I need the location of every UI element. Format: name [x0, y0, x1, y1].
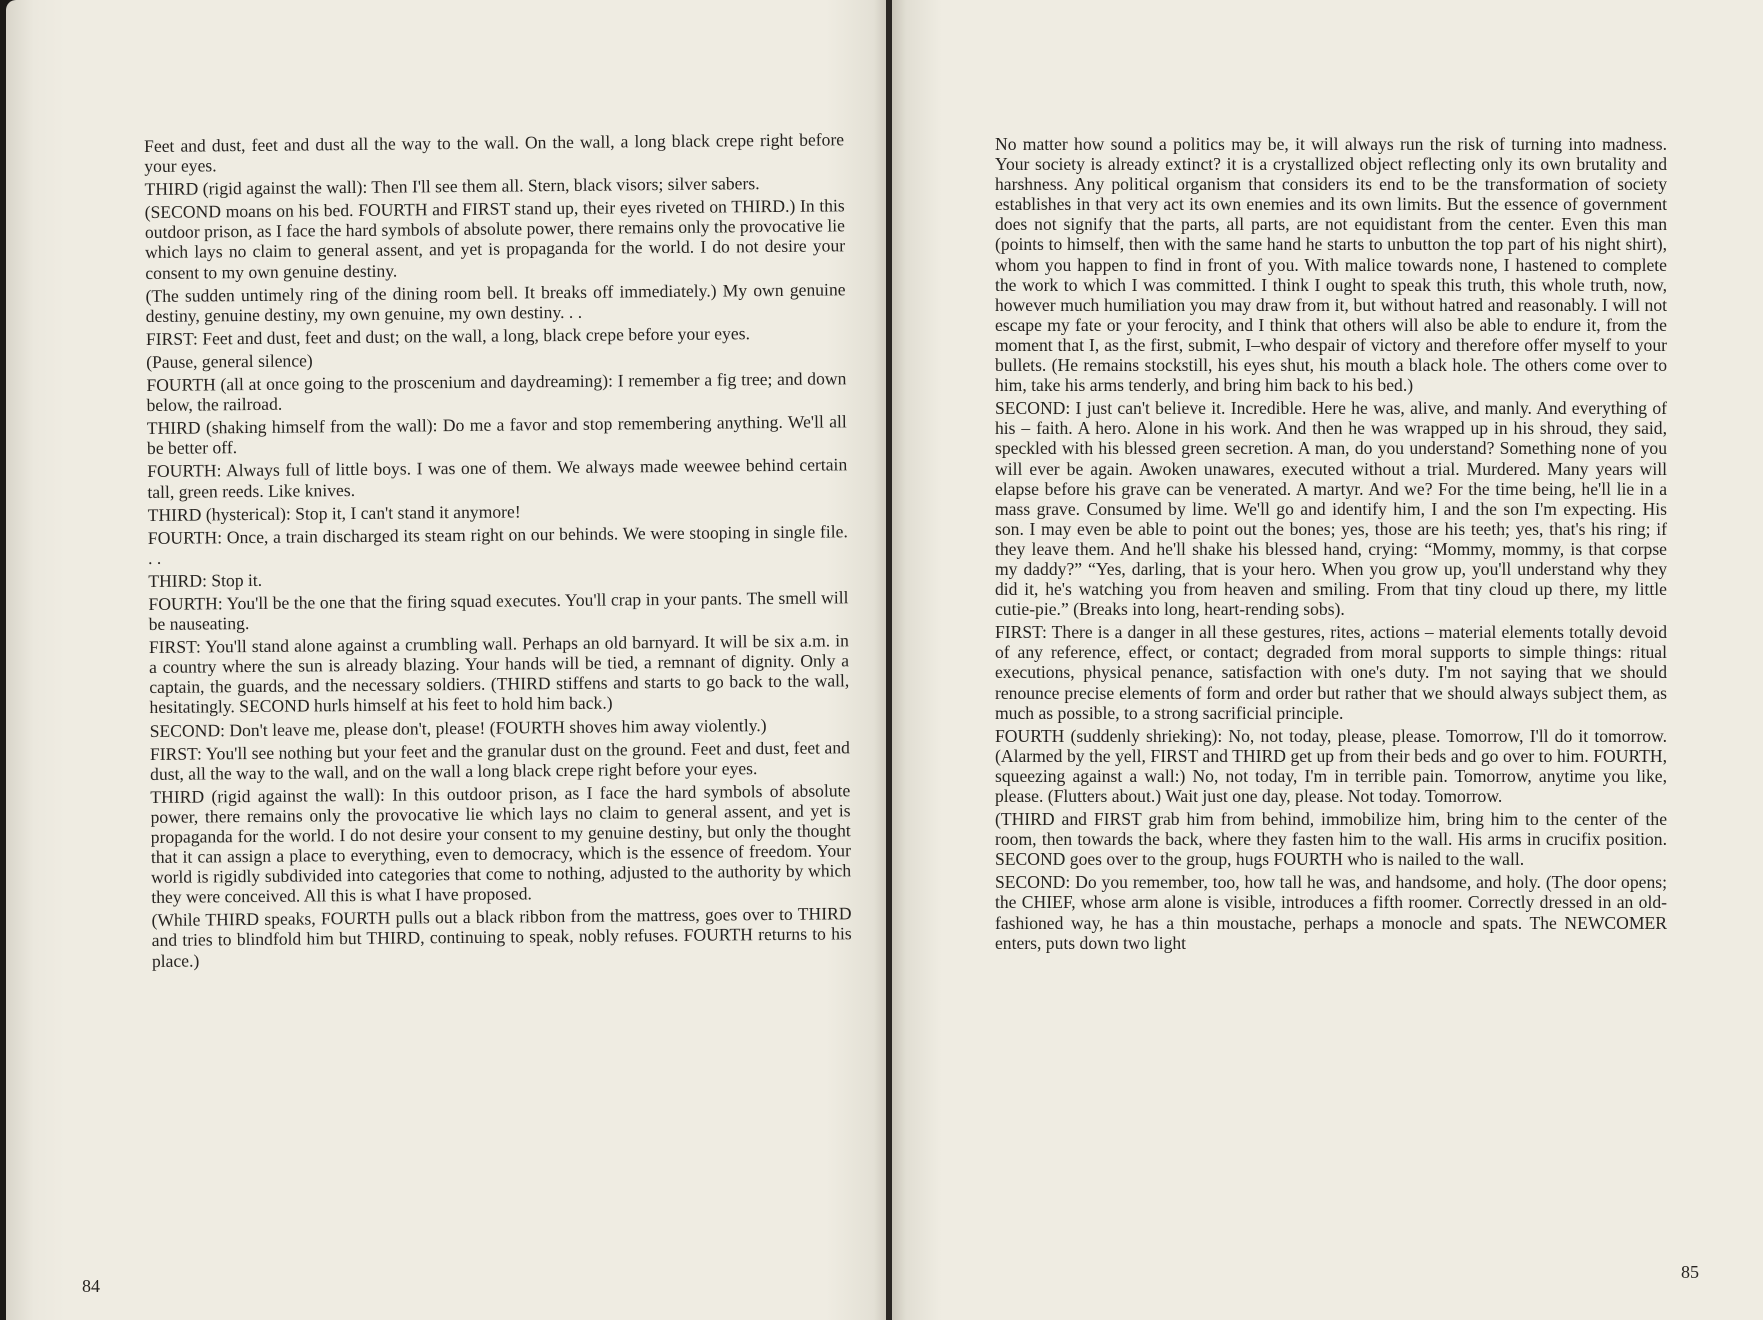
paragraph: THIRD (rigid against the wall): Then I'll see them all. Stern, black visors; silver sabers.	[144, 173, 760, 200]
paragraph: THIRD (rigid against the wall): In this outdoor prison, as I face the hard symbols of absolute power, there remains only the provocative lie which lays no claim to general assent, and yet is propaganda for the world. I do not desire your consent to my genuine destiny, but only the thought that it can assign a place to everything, even to democracy, which is the essence of freedom. Your world is rigidly subdivided into categories that come to nothing, adjusted to the authority by which they were conceived. All this is what I have proposed.	[150, 780, 852, 908]
paragraph: FOURTH (all at once going to the proscenium and daydreaming): I remember a fig tree; and down below, the railroad.	[146, 368, 847, 416]
paragraph: SECOND: Don't leave me, please don't, please! (FOURTH shoves him away violently.)	[149, 714, 767, 741]
paragraph: No matter how sound a politics may be, it will always run the risk of turning into madness. Your society is already extinct? it is a crystallized object reflecting only its own brutality and harshness. Any political organism that considers its end to be the transformation of society establishes in that very act its own enemies and its own limits. But the essence of government does not signify that the parts, all parts, are not equidistant from the center. Even this man (points to himself, then with the same hand he starts to unbutton the top part of his night shirt), whom you happen to find in front of you. With malice towards none, I hastened to complete the work to which I was committed. I think I ought to speak this truth, this whole truth, now, however much humiliation you may draw from it, but without hatred and reasonably. I will not escape my fate or your ferocity, and I think that others will also be able to endure it, from the moment that I, as the first, submit, I–who despair of victory and therefore offer myself to your bullets. (He remains stockstill, his eyes shut, his mouth a black hole. The others come over to him, take his arms tenderly, and bring him back to his bed.)	[995, 134, 1667, 396]
page-number: 85	[1681, 1262, 1699, 1282]
right-page-text	[995, 134, 1667, 956]
left-page-text	[144, 129, 852, 973]
paragraph: FIRST: You'll see nothing but your feet and the granular dust on the ground. Feet and dust, feet and dust, all the way to the wall, and on the wall a long black crepe right before your eyes.	[149, 736, 850, 784]
paragraph: FOURTH (suddenly shrieking): No, not today, please, please. Tomorrow, I'll do it tomorrow. (Alarmed by the yell, FIRST and THIRD get up from their beds and go over to him. FOURTH, squeezing against a wall:) No, not today, I'm in terrible pain. Tomorrow, anytime you like, please. (Flutters about.) Wait just one day, please. Not today. Tomorrow.	[995, 725, 1667, 806]
paragraph: SECOND: I just can't believe it. Incredible. Here he was, alive, and manly. And everything of his – faith. A hero. Alone in his work. And then he was wrapped up in his shroud, they said, speckled with his blessed green secretion. A man, do you understand? Something none of you will ever be again. Awoken unawares, executed without a trial. Murdered. Many years will elapse before his grave can be venerated. A martyr. And we? For the time being, he'll lie in a mass grave. Consumed by lime. We'll go and identify him, I and the son I'm expecting. His son. I may even be able to point out the bones; yes, those are his teeth; yes, that's his ring; if they leave them. And he'll shake his blessed hand, crying: “Mommy, mommy, is that corpse my daddy?” “Yes, darling, that is your hero. When you grow up, you'll understand why they did it, he's watching you from heaven and smiling. From that tiny cloud up there, my little cutie-pie.” (Breaks into long, heart-rending sobs).	[995, 398, 1667, 620]
paragraph: FOURTH: Always full of little boys. I was one of them. We always made weewee behind certain tall, green reeds. Like knives.	[147, 454, 848, 502]
paragraph: THIRD (hysterical): Stop it, I can't stand it anymore!	[147, 500, 521, 525]
paragraph: FOURTH: Once, a train discharged its steam right on our behinds. We were stooping in single file. . .	[147, 520, 848, 568]
paragraph: FIRST: Feet and dust, feet and dust; on the wall, a long, black crepe before your eyes.	[145, 323, 751, 349]
paragraph: THIRD (shaking himself from the wall): Do me a favor and stop remembering anything. We'll all be better off.	[146, 411, 847, 459]
paragraph: (Pause, general silence)	[146, 350, 313, 372]
paragraph: (SECOND moans on his bed. FOURTH and FIRST stand up, their eyes riveted on THIRD.) In this outdoor prison, as I face the hard symbols of absolute power, there remains only the provocative lie which lays no claim to general assent, and yet is propaganda for the world. I do not desire your consent to my own genuine destiny.	[144, 195, 846, 283]
page-number: 84	[82, 1276, 100, 1296]
paragraph: FOURTH: You'll be the one that the firing squad executes. You'll crap in your pants. The smell will be nauseating.	[148, 587, 849, 635]
paragraph: SECOND: Do you remember, too, how tall he was, and handsome, and holy. (The door opens; the CHIEF, whose arm alone is visible, introduces a fifth roomer. Correctly dressed in an old-fashioned way, he has a thin moustache, perhaps a monocle and spats. The NEWCOMER enters, puts down two light	[995, 872, 1667, 953]
right-page	[892, 0, 1763, 1320]
paragraph: Feet and dust, feet and dust all the way to the wall. On the wall, a long black crepe right before your eyes.	[144, 129, 845, 177]
paragraph: (While THIRD speaks, FOURTH pulls out a black ribbon from the mattress, goes over to THIRD and tries to blindfold him but THIRD, continuing to speak, nobly refuses. FOURTH returns to his place.)	[151, 903, 852, 971]
paragraph: FIRST: There is a danger in all these gestures, rites, actions – material elements totally devoid of any reference, effect, or contact; degraded from moral supports to simple things: ritual executions, physical penance, satisfaction with one's duty. I'm not saying that we should renounce precise elements of form and order but rather that we should always subject them, as much as possible, to a strong sacrificial principle.	[995, 622, 1667, 723]
paragraph: FIRST: You'll stand alone against a crumbling wall. Perhaps an old barnyard. It will be six a.m. in a country where the sun is already blazing. Your hands will be tied, a remnant of dignity. Only a captain, the guards, and the necessary soldiers. (THIRD stiffens and starts to go back to the wall, hesitatingly. SECOND hurls himself at his feet to hold him back.)	[148, 630, 850, 718]
left-page	[6, 0, 886, 1320]
paragraph: (THIRD and FIRST grab him from behind, immobilize him, bring him to the center of the room, then towards the back, where they fasten him to the wall. His arms in crucifix position. SECOND goes over to the group, hugs FOURTH who is nailed to the wall.	[995, 809, 1667, 870]
paragraph: THIRD: Stop it.	[148, 569, 263, 591]
paragraph: (The sudden untimely ring of the dining room bell. It breaks off immediately.) My own genuine destiny, genuine destiny, my own genuine, my own destiny. . .	[145, 278, 846, 326]
